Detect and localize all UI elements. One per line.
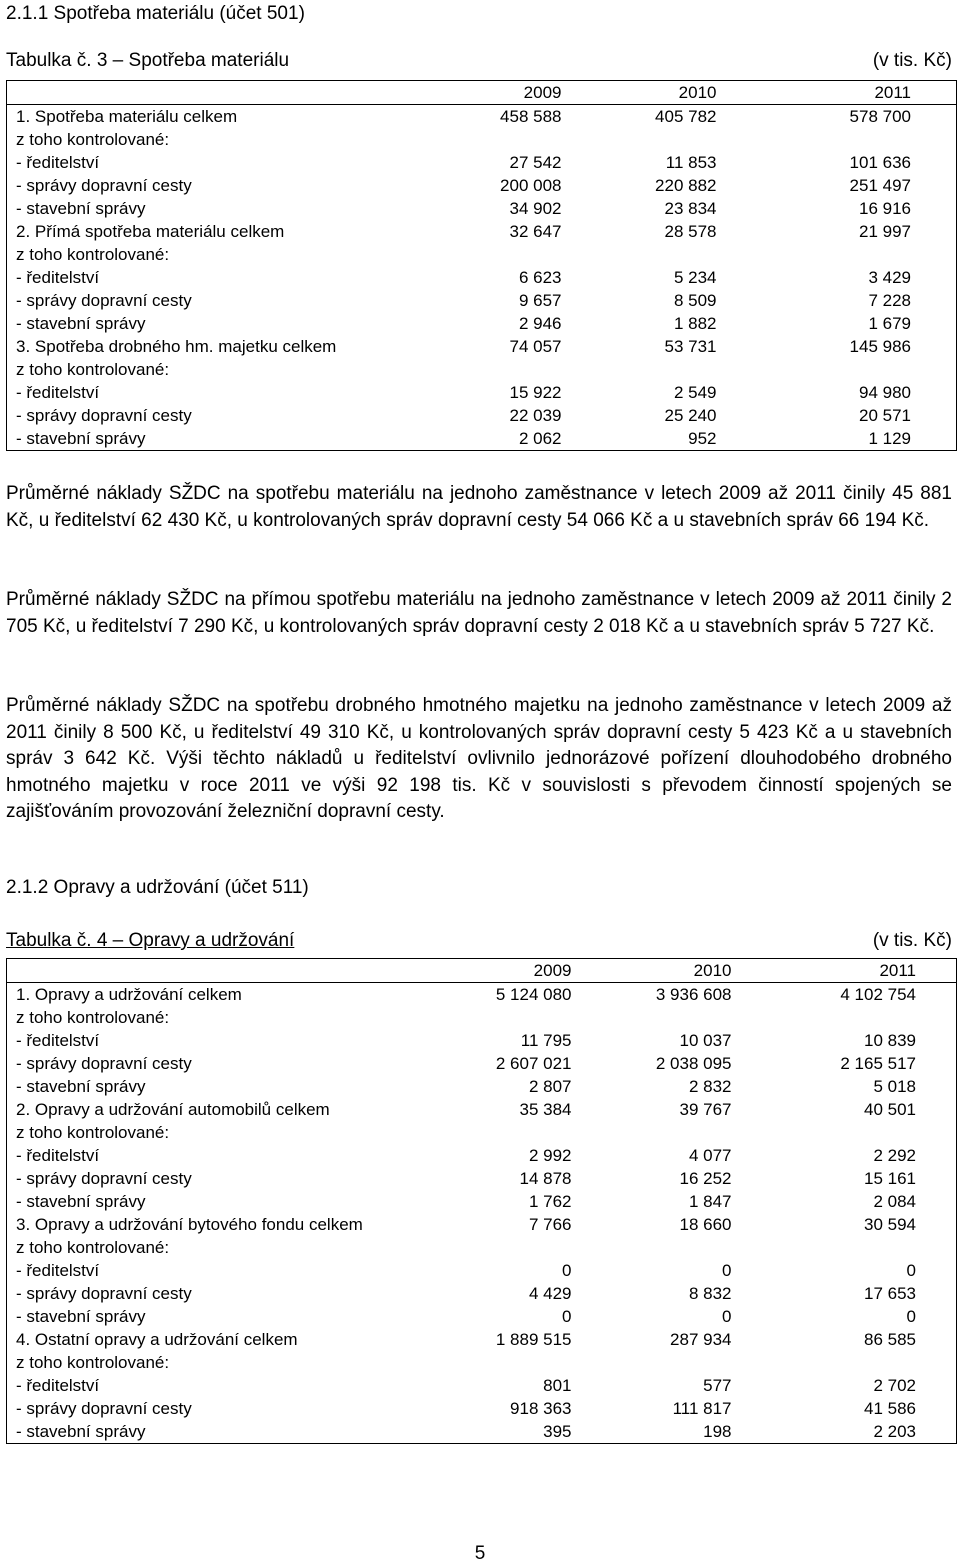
cell-2011: 4 102 754: [840, 985, 916, 1004]
cell-2011: 5 018: [873, 1077, 916, 1096]
cell-2011: 2 702: [873, 1376, 916, 1395]
table-row: [7, 1282, 957, 1305]
table4-caption-prefix: Tabulka č. 4: [6, 930, 108, 951]
table4-header-row: [7, 959, 957, 983]
table4-caption-row: [6, 930, 954, 954]
table-row: [7, 312, 957, 335]
cell-2009: 74 057: [509, 337, 562, 356]
cell-2010: 5 234: [673, 268, 717, 287]
cell-2010: [607, 358, 762, 381]
cell-2009: 1 889 515: [495, 1330, 572, 1349]
table-row: [7, 266, 957, 289]
cell-2009: 1 762: [528, 1192, 572, 1211]
cell-2010: 1 847: [688, 1192, 732, 1211]
row-label: 3. Spotřeba drobného hm. majetku celkem: [16, 337, 337, 356]
cell-2011: 10 839: [864, 1031, 916, 1050]
cell-2011: 0: [906, 1261, 916, 1280]
cell-2010: [612, 1006, 772, 1029]
cell-2010: 10 037: [679, 1031, 732, 1050]
cell-2011: 101 636: [849, 153, 911, 172]
row-label: - ředitelství: [16, 153, 100, 172]
cell-2011: [772, 1006, 957, 1029]
cell-2009: 35 384: [519, 1100, 572, 1119]
row-label: z toho kontrolované:: [16, 1353, 170, 1372]
cell-2009: 395: [543, 1422, 572, 1441]
cell-2010: 11 853: [665, 153, 717, 172]
row-label: - správy dopravní cesty: [16, 406, 192, 425]
cell-2010: 952: [688, 429, 717, 448]
cell-2010: 2 549: [673, 383, 717, 402]
cell-2011: 2 084: [873, 1192, 916, 1211]
row-label: - stavební správy: [16, 314, 146, 333]
table-row: [7, 358, 957, 381]
row-label: - stavební správy: [16, 199, 146, 218]
row-label: z toho kontrolované:: [16, 130, 170, 149]
cell-2010: [612, 1121, 772, 1144]
cell-2011: 15 161: [864, 1169, 916, 1188]
row-label: - správy dopravní cesty: [16, 1284, 192, 1303]
cell-2009: [432, 358, 607, 381]
cell-2010: [607, 128, 762, 151]
table-row: [7, 1190, 957, 1213]
table3: [6, 80, 957, 451]
cell-2010: 0: [722, 1307, 732, 1326]
table-row: [7, 1121, 957, 1144]
cell-2009: 11 795: [520, 1031, 572, 1050]
paragraph-3: Průměrné náklady SŽDC na spotřebu drobného hmotného majetku na jednoho zaměstnance v letech 2009 až 2011 činily 8 500 Kč, u ředitelství 49 310 Kč, u kontrolovaných správ dopravní cesty 5 423 Kč a u stavebních správ 3 642 Kč. Výši těchto nákladů u ředitelství ovlivnilo jednorázové pořízení dlouhodobého drobného hmotného majetku v roce 2011 ve výši 92 198 tis. Kč v souvislosti s převodem činností spojených se zajišťováním provozování železniční dopravní cesty.: [6, 695, 952, 822]
table-row: [7, 289, 957, 312]
cell-2010: 405 782: [655, 107, 717, 126]
cell-2011: 1 679: [868, 314, 911, 333]
cell-2010: 8 832: [688, 1284, 732, 1303]
table-row: [7, 1213, 957, 1236]
row-label: 2. Přímá spotřeba materiálu celkem: [16, 222, 285, 241]
cell-2010: 2 832: [688, 1077, 732, 1096]
cell-2010: 577: [703, 1376, 732, 1395]
table4-body: [7, 983, 957, 1444]
table-row: [7, 1075, 957, 1098]
cell-2010: 220 882: [655, 176, 717, 195]
cell-2011: [762, 128, 957, 151]
cell-2009: 0: [562, 1261, 572, 1280]
table-row: [7, 1420, 957, 1444]
cell-2011: 2 292: [873, 1146, 916, 1165]
cell-2010: 287 934: [670, 1330, 732, 1349]
cell-2009: 22 039: [509, 406, 562, 425]
cell-2009: 200 008: [500, 176, 562, 195]
cell-2011: 16 916: [859, 199, 911, 218]
row-label: 2. Opravy a udržování automobilů celkem: [16, 1100, 330, 1119]
paragraph-2: Průměrné náklady SŽDC na přímou spotřebu materiálu na jednoho zaměstnance v letech 2009 až 2011 činily 2 705 Kč, u ředitelství 7 290 Kč, u kontrolovaných správ dopravní cesty 2 018 Kč a u stavebních správ 5 727 Kč.: [6, 589, 952, 637]
cell-2011: 86 585: [864, 1330, 916, 1349]
table-row: [7, 427, 957, 451]
cell-2009: [462, 1121, 612, 1144]
cell-2009: [462, 1236, 612, 1259]
cell-2011: 41 586: [864, 1399, 916, 1418]
row-label: - ředitelství: [16, 1031, 100, 1050]
cell-2009: 0: [562, 1307, 572, 1326]
cell-2011: [762, 358, 957, 381]
section-heading-opravy: 2.1.2 Opravy a udržování (účet 511): [6, 877, 309, 898]
cell-2011: 2 203: [873, 1422, 916, 1441]
row-label: 1. Opravy a udržování celkem: [16, 985, 242, 1004]
row-label: - ředitelství: [16, 268, 100, 287]
table-row: [7, 243, 957, 266]
cell-2011: 20 571: [859, 406, 911, 425]
table-row: [7, 1052, 957, 1075]
cell-2010: 28 578: [664, 222, 717, 241]
row-label: - ředitelství: [16, 1146, 100, 1165]
table3-body: [7, 105, 957, 451]
table3-year-2011: 2011: [762, 81, 957, 105]
cell-2011: 17 653: [864, 1284, 916, 1303]
cell-2009: 2 992: [528, 1146, 572, 1165]
table-row: [7, 197, 957, 220]
row-label: z toho kontrolované:: [16, 1008, 170, 1027]
table-row: [7, 1167, 957, 1190]
cell-2009: 2 607 021: [495, 1054, 572, 1073]
row-label: - stavební správy: [16, 429, 146, 448]
table-row: [7, 983, 957, 1007]
paragraph-1: Průměrné náklady SŽDC na spotřebu materiálu na jednoho zaměstnance v letech 2009 až 2011 činily 45 881 Kč, u ředitelství 62 430 Kč, u kontrolovaných správ dopravní cesty 54 066 Kč a u stavebních správ 66 194 Kč.: [6, 483, 952, 531]
cell-2010: 3 936 608: [655, 985, 732, 1004]
table4-year-2010: 2010: [612, 959, 772, 983]
cell-2009: 5 124 080: [495, 985, 572, 1004]
table4-unit: (v tis. Kč): [872, 930, 952, 951]
cell-2009: 32 647: [509, 222, 562, 241]
cell-2009: 14 878: [519, 1169, 572, 1188]
row-label: 3. Opravy a udržování bytového fondu celkem: [16, 1215, 363, 1234]
cell-2011: 2 165 517: [840, 1054, 916, 1073]
cell-2009: 34 902: [509, 199, 562, 218]
table4-year-2009: 2009: [462, 959, 612, 983]
cell-2011: [772, 1121, 957, 1144]
section-heading-spotreba: 2.1.1 Spotřeba materiálu (účet 501): [6, 3, 305, 24]
table3-year-2009: 2009: [432, 81, 607, 105]
row-label: 1. Spotřeba materiálu celkem: [16, 107, 238, 126]
row-label: - správy dopravní cesty: [16, 1054, 192, 1073]
cell-2009: 4 429: [528, 1284, 572, 1303]
table-row: [7, 1374, 957, 1397]
table-row: [7, 151, 957, 174]
table-row: [7, 1236, 957, 1259]
row-label: - stavební správy: [16, 1192, 146, 1211]
row-label: 4. Ostatní opravy a udržování celkem: [16, 1330, 298, 1349]
cell-2011: 251 497: [849, 176, 911, 195]
cell-2011: 40 501: [864, 1100, 916, 1119]
row-label: - ředitelství: [16, 1261, 100, 1280]
table4-caption: [6, 930, 294, 952]
cell-2009: [432, 243, 607, 266]
table4-caption-title: – Opravy a udržování: [107, 930, 295, 951]
cell-2010: 23 834: [664, 199, 717, 218]
page-number: 5: [474, 1543, 486, 1564]
table-row: [7, 1397, 957, 1420]
cell-2010: [612, 1351, 772, 1374]
cell-2010: [612, 1236, 772, 1259]
cell-2009: 7 766: [528, 1215, 572, 1234]
cell-2011: 578 700: [849, 107, 911, 126]
row-label: - ředitelství: [16, 1376, 100, 1395]
table4-year-2011: 2011: [772, 959, 957, 983]
row-label: - stavební správy: [16, 1307, 146, 1326]
table-row: [7, 381, 957, 404]
cell-2011: 94 980: [859, 383, 911, 402]
cell-2009: 2 946: [518, 314, 562, 333]
cell-2009: 15 922: [509, 383, 562, 402]
table-row: [7, 404, 957, 427]
row-label: - správy dopravní cesty: [16, 291, 192, 310]
cell-2009: 918 363: [510, 1399, 572, 1418]
cell-2010: 111 817: [672, 1399, 732, 1418]
table-row: [7, 220, 957, 243]
cell-2009: [462, 1351, 612, 1374]
cell-2009: 801: [543, 1376, 572, 1395]
cell-2010: 2 038 095: [655, 1054, 732, 1073]
table-row: [7, 1144, 957, 1167]
table-row: [7, 1328, 957, 1351]
cell-2009: 27 542: [509, 153, 562, 172]
cell-2009: 458 588: [500, 107, 562, 126]
row-label: - správy dopravní cesty: [16, 176, 192, 195]
table3-year-2010: 2010: [607, 81, 762, 105]
cell-2009: 6 623: [518, 268, 562, 287]
table4-header-empty: [7, 959, 462, 983]
table-row: [7, 1098, 957, 1121]
table-row: [7, 1006, 957, 1029]
table3-header-empty: [7, 81, 432, 105]
row-label: - správy dopravní cesty: [16, 1169, 192, 1188]
cell-2010: 25 240: [664, 406, 717, 425]
cell-2011: 21 997: [859, 222, 911, 241]
row-label: z toho kontrolované:: [16, 245, 170, 264]
cell-2010: 16 252: [679, 1169, 732, 1188]
row-label: - stavební správy: [16, 1422, 146, 1441]
row-label: - stavební správy: [16, 1077, 146, 1096]
table4: [6, 958, 957, 1444]
table-row: [7, 128, 957, 151]
row-label: z toho kontrolované:: [16, 1123, 170, 1142]
cell-2010: 198: [703, 1422, 732, 1441]
table3-header-row: [7, 81, 957, 105]
cell-2011: [772, 1236, 957, 1259]
table-row: [7, 1029, 957, 1052]
row-label: - ředitelství: [16, 383, 100, 402]
row-label: z toho kontrolované:: [16, 360, 170, 379]
cell-2009: 2 062: [518, 429, 562, 448]
cell-2011: 145 986: [849, 337, 911, 356]
table-row: [7, 174, 957, 197]
cell-2011: [762, 243, 957, 266]
cell-2010: 0: [722, 1261, 732, 1280]
cell-2010: 1 882: [673, 314, 717, 333]
cell-2010: [607, 243, 762, 266]
table3-caption: Tabulka č. 3 – Spotřeba materiálu: [6, 50, 290, 71]
cell-2011: 30 594: [864, 1215, 916, 1234]
table-row: [7, 1305, 957, 1328]
table-row: [7, 1351, 957, 1374]
table-row: [7, 105, 957, 129]
cell-2009: 9 657: [518, 291, 562, 310]
cell-2010: 8 509: [673, 291, 717, 310]
cell-2011: 7 228: [868, 291, 911, 310]
cell-2011: 3 429: [868, 268, 911, 287]
cell-2009: [432, 128, 607, 151]
cell-2011: 1 129: [868, 429, 911, 448]
cell-2011: [772, 1351, 957, 1374]
row-label: - správy dopravní cesty: [16, 1399, 192, 1418]
cell-2009: 2 807: [528, 1077, 572, 1096]
cell-2010: 39 767: [679, 1100, 732, 1119]
cell-2010: 53 731: [664, 337, 717, 356]
cell-2011: 0: [906, 1307, 916, 1326]
cell-2010: 18 660: [679, 1215, 732, 1234]
table3-unit: (v tis. Kč): [872, 50, 952, 71]
cell-2010: 4 077: [688, 1146, 732, 1165]
row-label: z toho kontrolované:: [16, 1238, 170, 1257]
table3-caption-row: [6, 50, 954, 74]
table-row: [7, 1259, 957, 1282]
cell-2009: [462, 1006, 612, 1029]
table-row: [7, 335, 957, 358]
